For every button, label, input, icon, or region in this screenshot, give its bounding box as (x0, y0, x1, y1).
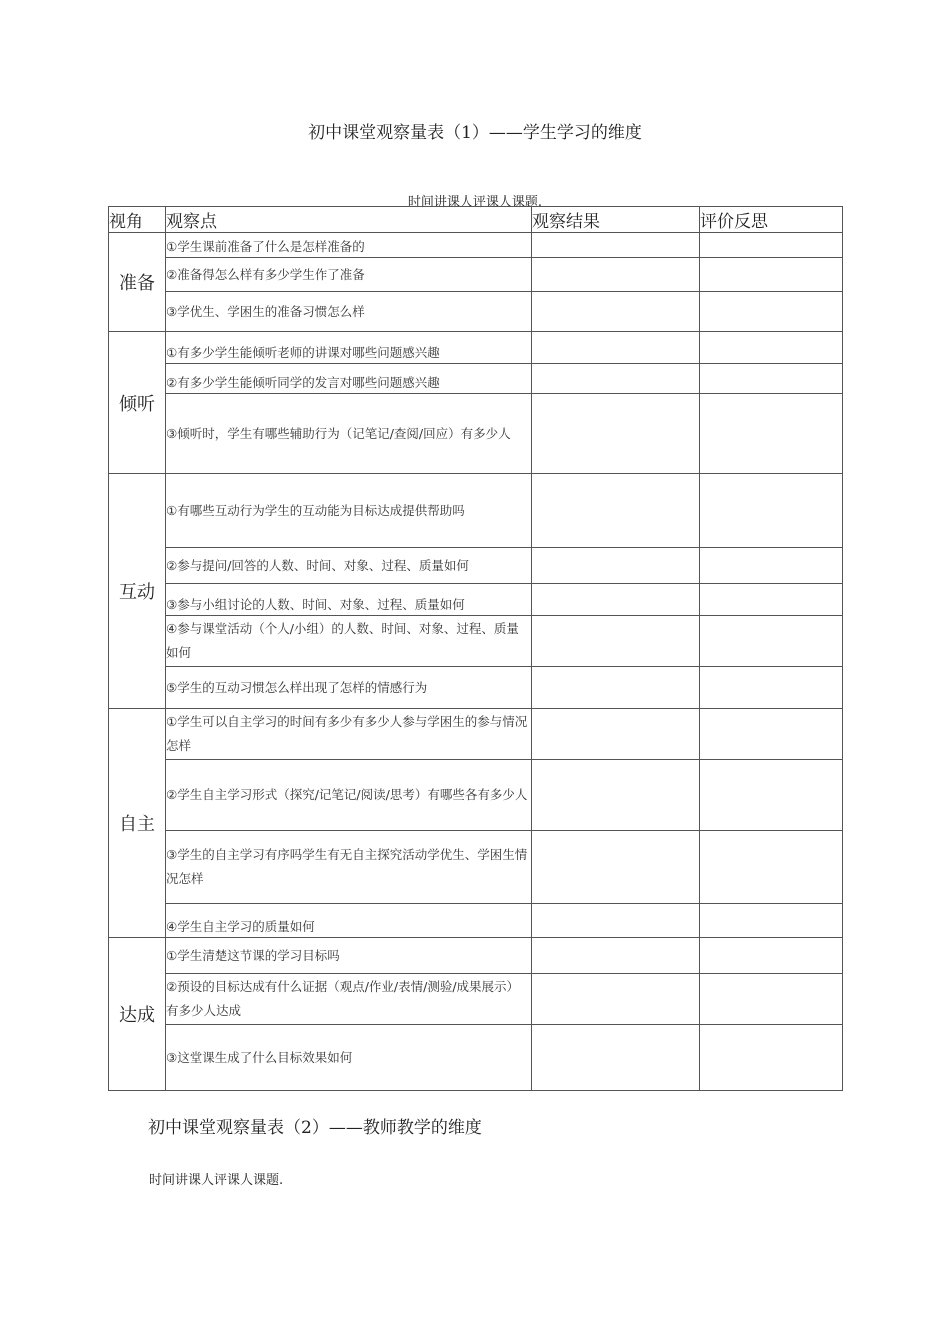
evaluation-cell[interactable] (700, 616, 843, 667)
table-row (109, 938, 843, 974)
form1-meta-line: 时间讲课人评课人课题. (407, 195, 543, 210)
evaluation-cell[interactable] (700, 394, 843, 474)
result-cell[interactable] (532, 974, 700, 1025)
table-row (109, 292, 843, 332)
form2-meta-line: 时间讲课人评课人课题. (149, 1173, 284, 1188)
result-cell[interactable] (532, 474, 700, 548)
table-row (109, 616, 843, 667)
table-row (109, 332, 843, 364)
evaluation-cell[interactable] (700, 667, 843, 709)
observation-point: ④学生自主学习的质量如何 (166, 904, 532, 938)
result-cell[interactable] (532, 831, 700, 904)
result-cell[interactable] (532, 364, 700, 394)
evaluation-cell[interactable] (700, 292, 843, 332)
observation-point: ①有多少学生能倾听老师的讲课对哪些问题感兴趣 (166, 332, 532, 364)
observation-point: ②预设的目标达成有什么证据（观点/作业/表情/测验/成果展示）有多少人达成 (166, 974, 532, 1025)
result-cell[interactable] (532, 760, 700, 831)
evaluation-cell[interactable] (700, 938, 843, 974)
result-cell[interactable] (532, 332, 700, 364)
observation-point: ③这堂课生成了什么目标效果如何 (166, 1025, 532, 1091)
evaluation-cell[interactable] (700, 760, 843, 831)
table-row (109, 667, 843, 709)
dimension-label: 互动 (109, 474, 166, 709)
evaluation-cell[interactable] (700, 474, 843, 548)
observation-point: ③学优生、学困生的准备习惯怎么样 (166, 292, 532, 332)
observation-point: ③倾听时，学生有哪些辅助行为（记笔记/查阅/回应）有多少人 (166, 394, 532, 474)
header-observation-result: 观察结果 (532, 207, 700, 233)
result-cell[interactable] (532, 233, 700, 258)
evaluation-cell[interactable] (700, 831, 843, 904)
evaluation-cell[interactable] (700, 974, 843, 1025)
evaluation-cell[interactable] (700, 364, 843, 394)
table-row (109, 904, 843, 938)
dimension-label: 倾听 (109, 332, 166, 474)
table-row (109, 974, 843, 1025)
observation-point: ③参与小组讨论的人数、时间、对象、过程、质量如何 (166, 584, 532, 616)
observation-point: ②学生自主学习形式（探究/记笔记/阅读/思考）有哪些各有多少人 (166, 760, 532, 831)
observation-point: ①学生可以自主学习的时间有多少有多少人参与学困生的参与情况怎样 (166, 709, 532, 760)
table-row (109, 394, 843, 474)
observation-point: ①学生清楚这节课的学习目标吗 (166, 938, 532, 974)
header-evaluation: 评价反思 (700, 207, 843, 233)
evaluation-cell[interactable] (700, 332, 843, 364)
result-cell[interactable] (532, 904, 700, 938)
dimension-label: 达成 (109, 938, 166, 1091)
result-cell[interactable] (532, 292, 700, 332)
observation-point: ①学生课前准备了什么是怎样准备的 (166, 233, 532, 258)
observation-point: ②准备得怎么样有多少学生作了准备 (166, 258, 532, 292)
table-header-row (109, 207, 843, 233)
observation-point: ②参与提问/回答的人数、时间、对象、过程、质量如何 (166, 548, 532, 584)
table-row (109, 364, 843, 394)
result-cell[interactable] (532, 709, 700, 760)
observation-point: ①有哪些互动行为学生的互动能为目标达成提供帮助吗 (166, 474, 532, 548)
evaluation-cell[interactable] (700, 584, 843, 616)
evaluation-cell[interactable] (700, 904, 843, 938)
result-cell[interactable] (532, 394, 700, 474)
table-row (109, 1025, 843, 1091)
result-cell[interactable] (532, 258, 700, 292)
observation-point: ②有多少学生能倾听同学的发言对哪些问题感兴趣 (166, 364, 532, 394)
evaluation-cell[interactable] (700, 233, 843, 258)
result-cell[interactable] (532, 1025, 700, 1091)
observation-point: ④参与课堂活动（个人/小组）的人数、时间、对象、过程、质量如何 (166, 616, 532, 667)
table-row (109, 709, 843, 760)
table-row (109, 258, 843, 292)
table-row (109, 831, 843, 904)
header-observation-point: 观察点 (166, 207, 532, 233)
evaluation-cell[interactable] (700, 548, 843, 584)
observation-table (108, 206, 843, 1091)
header-dimension: 视角 (109, 207, 166, 233)
form1-title: 初中课堂观察量表（1）——学生学习的维度 (308, 123, 642, 143)
evaluation-cell[interactable] (700, 1025, 843, 1091)
form2-title: 初中课堂观察量表（2）——教师教学的维度 (148, 1118, 482, 1138)
table-row (109, 584, 843, 616)
table-row (109, 548, 843, 584)
result-cell[interactable] (532, 548, 700, 584)
observation-point: ⑤学生的互动习惯怎么样出现了怎样的情感行为 (166, 667, 532, 709)
evaluation-cell[interactable] (700, 258, 843, 292)
dimension-label: 准备 (109, 233, 166, 332)
result-cell[interactable] (532, 584, 700, 616)
table-row (109, 474, 843, 548)
result-cell[interactable] (532, 667, 700, 709)
evaluation-cell[interactable] (700, 709, 843, 760)
observation-point: ③学生的自主学习有序吗学生有无自主探究活动学优生、学困生情况怎样 (166, 831, 532, 904)
result-cell[interactable] (532, 938, 700, 974)
result-cell[interactable] (532, 616, 700, 667)
table-row (109, 233, 843, 258)
dimension-label: 自主 (109, 709, 166, 938)
table-row (109, 760, 843, 831)
